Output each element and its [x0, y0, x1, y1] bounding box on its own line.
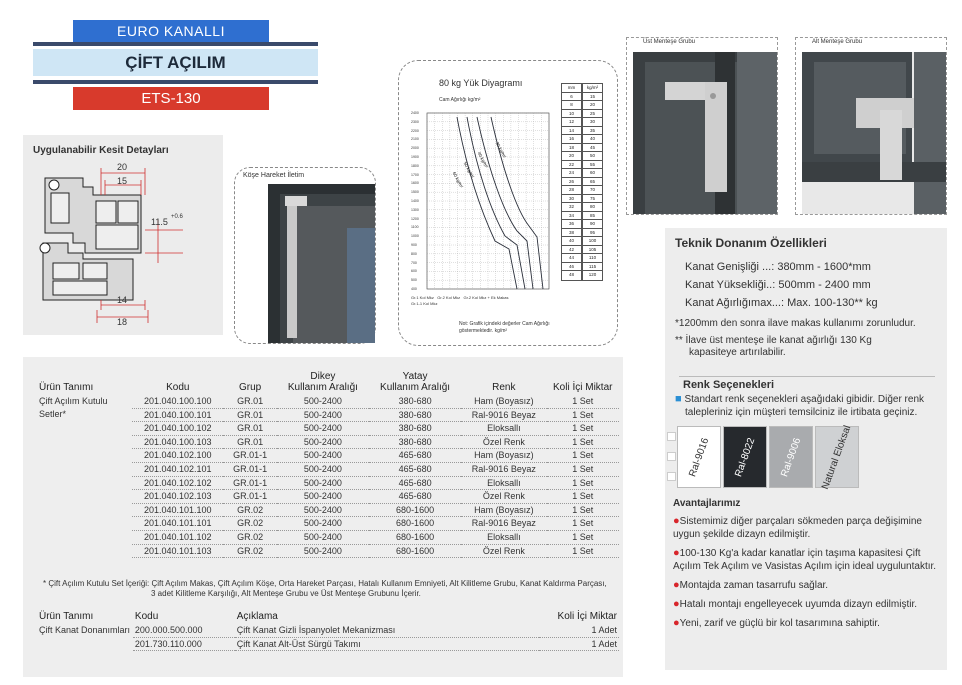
cell-renk: Ral-9016 Beyaz	[461, 462, 546, 476]
chart-note-line2: göstermektedir. kg/m²	[459, 328, 508, 334]
col-dikey	[277, 371, 369, 395]
cell-qty: 1 Set	[547, 435, 620, 449]
col-kodu: Kodu	[166, 382, 190, 393]
weight-table-cell: 8	[561, 100, 582, 111]
cell-group: GR.01	[223, 422, 276, 436]
color-swatch	[677, 426, 721, 488]
table-row	[37, 637, 619, 651]
table-row	[37, 449, 619, 463]
cell-yatay: 465-680	[369, 490, 461, 504]
y-tick-label: 1600	[411, 181, 419, 186]
weight-table-cell: 22	[561, 160, 582, 171]
swatch-label: Natural Eloksal	[820, 423, 854, 491]
cell-qty: 1 Adet	[539, 637, 619, 651]
weight-table-cell: 40	[561, 236, 582, 247]
cell-qty: 1 Set	[547, 544, 620, 558]
color-swatch	[723, 426, 767, 488]
col-dikey-line1: Dikey	[310, 371, 336, 382]
y-tick-label: 900	[411, 243, 417, 247]
table-row	[37, 624, 619, 637]
y-tick-label: 2100	[411, 137, 419, 142]
weight-table-cell: 105	[582, 245, 603, 256]
y-tick-label: 2400	[411, 111, 419, 115]
advantage-item	[673, 515, 945, 541]
adv-title: Avantajlarımız	[673, 498, 741, 509]
cell-qty: 1 Set	[547, 490, 620, 504]
empty-cell	[37, 435, 132, 449]
chart-note	[459, 321, 550, 335]
chart-legend	[411, 295, 509, 307]
cell-dikey: 500-2400	[277, 530, 369, 544]
table-row	[37, 422, 619, 436]
weight-table-header-cell: kg/m²	[582, 83, 603, 94]
cell-dikey: 500-2400	[277, 395, 369, 408]
col-dikey-line2: Kullanım Aralığı	[287, 382, 358, 393]
cell-qty: 1 Set	[547, 503, 620, 517]
weight-table-cell: 12	[561, 117, 582, 128]
cell-yatay: 380-680	[369, 435, 461, 449]
cell-group: GR.01-1	[223, 490, 276, 504]
bullet-icon: ●	[673, 617, 680, 629]
col-yatay	[369, 371, 461, 395]
swatch-marker-3	[667, 472, 676, 481]
cell-renk: Ral-9016 Beyaz	[461, 517, 546, 531]
weight-table-cell: 35	[582, 126, 603, 137]
cell-group: GR.02	[223, 517, 276, 531]
cell-code: 201.040.101.101	[132, 517, 223, 531]
table-row	[37, 435, 619, 449]
legend-gr2: Gr.2 Kol Mkz	[437, 295, 461, 300]
tech-row-height: Kanat Yüksekliği..: 500mm - 2400 mm	[685, 279, 871, 291]
cell-code: 201.040.102.103	[132, 490, 223, 504]
product-name-cell	[37, 408, 132, 422]
weight-table-cell: 48	[561, 270, 582, 281]
cell-code: 200.000.500.000	[133, 624, 235, 637]
tech-title: Teknik Donanım Özellikleri	[675, 236, 827, 250]
weight-table-cell: 26	[561, 177, 582, 188]
empty-cell	[37, 530, 132, 544]
table-row	[37, 503, 619, 517]
profile-section	[23, 135, 223, 335]
cell-yatay: 380-680	[369, 422, 461, 436]
advantage-item	[673, 547, 945, 573]
weight-table-cell: 34	[561, 211, 582, 222]
y-tick-label: 1400	[411, 199, 419, 203]
y-tick-label: 2200	[411, 128, 419, 133]
weight-table-cell: 95	[582, 228, 603, 239]
y-tick-label: 700	[411, 260, 417, 265]
advantage-text: Sistemimiz diğer parçaları sökmeden parça değişimine	[679, 516, 922, 527]
weight-table-cell: 20	[561, 151, 582, 162]
weight-table-cell: 6	[561, 92, 582, 103]
weight-table-cell: 85	[582, 211, 603, 222]
set-content-footnote	[43, 579, 618, 599]
weight-table-cell: 25	[582, 109, 603, 120]
cell-yatay: 680-1600	[369, 517, 461, 531]
cell-renk: Ham (Boyasız)	[461, 503, 546, 517]
bullet-icon: ●	[673, 547, 680, 559]
cell-yatay: 380-680	[369, 408, 461, 422]
empty-cell	[37, 476, 132, 490]
cell-group: GR.01	[223, 435, 276, 449]
cell-qty: 1 Set	[547, 395, 620, 408]
y-tick-label: 2000	[411, 146, 419, 151]
cell-code: 201.040.101.103	[132, 544, 223, 558]
cell-renk: Özel Renk	[461, 544, 546, 558]
corner-caption: Köşe Hareket İletim	[243, 172, 305, 179]
product-name-cell	[37, 395, 132, 408]
cell-qty: 1 Adet	[539, 624, 619, 637]
renk-text-line1: Standart renk seçenekleri aşağıdaki gibidir. Diğer renk	[684, 394, 925, 405]
weight-table-cell: 46	[561, 262, 582, 273]
weight-table-cell: 65	[582, 177, 603, 188]
advantage-text: Hatalı montajı engelleyecek uyumda dizayn edilmiştir.	[679, 599, 917, 610]
cell-yatay: 380-680	[369, 395, 461, 408]
cell-group: GR.01-1	[223, 462, 276, 476]
swatch-markers	[667, 426, 675, 486]
cell-dikey: 500-2400	[277, 435, 369, 449]
weight-table-cell: 75	[582, 194, 603, 205]
cell-yatay: 465-680	[369, 462, 461, 476]
weight-table-cell: 16	[561, 134, 582, 145]
cell-code: 201.040.100.103	[132, 435, 223, 449]
col-renk: Renk	[492, 382, 516, 393]
advantage-item	[673, 598, 945, 611]
weight-table-cell: 40	[582, 134, 603, 145]
swatch-label: Ral-9006	[778, 436, 804, 478]
cell-code: 201.040.102.102	[132, 476, 223, 490]
y-tick-label: 1700	[411, 172, 419, 177]
product-name-line1: Çift Açılım Kutulu	[39, 396, 108, 406]
weight-table-cell: 18	[561, 143, 582, 154]
empty-cell	[37, 462, 132, 476]
product-tables-panel	[23, 357, 623, 677]
tech-note-1: *1200mm den sonra ilave makas kullanımı zorunludur.	[675, 318, 916, 329]
swatch-label: Ral-8022	[732, 436, 758, 478]
chart-ylabel: Cam Ağırlığı kg/m²	[439, 97, 481, 103]
weight-table-cell: 45	[582, 143, 603, 154]
tech-specs-panel	[665, 228, 947, 670]
legend-gr2-ek: Gr.2 Kol Mkz + Ek Makas	[463, 295, 509, 300]
cell-group: GR.01-1	[223, 449, 276, 463]
corner-detail-box	[234, 167, 376, 344]
col-urun-tanimi: Ürün Tanımı	[39, 382, 94, 393]
cell-dikey: 500-2400	[277, 490, 369, 504]
renk-text-line2: talepleriniz için müşteri temsilciniz ile irtibata geçiniz.	[685, 407, 918, 418]
bullet-icon: ●	[673, 579, 680, 591]
footnote-line1: * Çift Açılım Kutulu Set İçeriği: Çift Açılım Makas, Çift Açılım Köşe, Orta Hareket Parçası, Hatalı Kullanım Emniyeti, Alt Kilitleme Grubu, Kanat Kaldırma Parçası,	[43, 579, 607, 588]
dim-20: 20	[117, 162, 128, 172]
cell-code: 201.040.102.100	[132, 449, 223, 463]
y-tick-label: 1200	[411, 216, 419, 221]
cell-yatay: 680-1600	[369, 544, 461, 558]
dim-15: 15	[117, 176, 128, 186]
tech-row-weight: Kanat Ağırlığımax...: Max. 100-130** kg	[685, 297, 878, 309]
table-row	[37, 544, 619, 558]
color-swatches	[677, 423, 859, 491]
empty-cell	[37, 490, 132, 504]
cell-code: 201.040.101.102	[132, 530, 223, 544]
weight-table-cell: 14	[561, 126, 582, 137]
header-ets-130: ETS-130	[73, 87, 269, 110]
weight-table-cell: 80	[582, 202, 603, 213]
weight-table-cell: 55	[582, 160, 603, 171]
chart-note-line1: Not: Grafik içindeki değerler Cam Ağırlığı	[459, 321, 550, 327]
product-table	[37, 371, 619, 558]
accessory-name-cell: Çift Kanat Donanımları	[39, 625, 131, 635]
empty-cell	[37, 503, 132, 517]
cell-dikey: 500-2400	[277, 449, 369, 463]
renk-bullet: ■	[675, 393, 682, 405]
empty-cell	[37, 544, 132, 558]
cell-yatay: 465-680	[369, 449, 461, 463]
weight-table-cell: 120	[582, 270, 603, 281]
cell-code: 201.040.100.100	[132, 395, 223, 408]
weight-table-cell: 30	[582, 117, 603, 128]
cell-group: GR.02	[223, 544, 276, 558]
swatch-marker-2	[667, 452, 676, 461]
cell-desc: Çift Kanat Alt-Üst Sürgü Takımı	[235, 637, 539, 651]
cell-qty: 1 Set	[547, 449, 620, 463]
table-row	[37, 408, 619, 422]
accessory-table	[37, 611, 619, 651]
renk-title: Renk Seçenekleri	[683, 379, 775, 391]
cell-code: 201.040.101.100	[132, 503, 223, 517]
y-tick-label: 500	[411, 278, 417, 283]
empty-cell	[37, 637, 133, 651]
weight-table-cell: 42	[561, 245, 582, 256]
cell-yatay: 680-1600	[369, 503, 461, 517]
hinge-top-box	[626, 37, 778, 215]
y-tick-label: 1800	[411, 163, 419, 168]
cell-code: 201.040.102.101	[132, 462, 223, 476]
cell-code: 201.040.100.102	[132, 422, 223, 436]
y-tick-label: 800	[411, 251, 417, 256]
renk-divider	[679, 376, 935, 377]
advantage-item	[673, 579, 945, 592]
weight-table-cell: 110	[582, 253, 603, 264]
y-tick-label: 1900	[411, 155, 419, 159]
table-row	[37, 490, 619, 504]
weight-table-cell: 50	[582, 151, 603, 162]
weight-table-cell: 28	[561, 185, 582, 196]
legend-gr1: Gr.1 Kol Mkz	[411, 295, 434, 300]
acc-col-kodu: Kodu	[134, 611, 159, 622]
y-tick-label: 2300	[411, 119, 419, 124]
dim-11-5-tol: +0.6	[171, 214, 183, 220]
weight-table-cell: 115	[582, 262, 603, 273]
cell-group: GR.01	[223, 395, 276, 408]
bullet-icon: ●	[673, 598, 680, 610]
renk-text	[675, 393, 924, 419]
acc-col-aciklama: Açıklama	[236, 611, 278, 622]
weight-table-cell: 24	[561, 168, 582, 179]
header-rule-bottom	[33, 80, 318, 84]
cell-yatay: 465-680	[369, 476, 461, 490]
dim-11-5: 11.5	[151, 217, 168, 227]
curve-label: 60 kg/m²	[451, 171, 465, 189]
cell-code: 201.040.100.101	[132, 408, 223, 422]
cell-renk: Ham (Boyasız)	[461, 449, 546, 463]
color-swatch	[815, 423, 859, 491]
tech-note-2-line2: kapasiteye artırılabilir.	[689, 347, 786, 358]
advantage-text: uygun şekilde dizayn edilmiştir.	[673, 529, 811, 540]
cell-dikey: 500-2400	[277, 544, 369, 558]
header-euro-kanalli: EURO KANALLI	[73, 20, 269, 42]
header-cift-acilim: ÇİFT AÇILIM	[33, 49, 318, 76]
weight-table-cell: 36	[561, 219, 582, 230]
header-rule-top	[33, 42, 318, 46]
load-diagram-panel	[398, 60, 618, 346]
acc-col-urun: Ürün Tanımı	[39, 611, 94, 622]
cell-group: GR.01	[223, 408, 276, 422]
advantage-text: 100-130 Kg'a kadar kanatlar için taşıma kapasitesi Çift	[679, 548, 921, 559]
cell-renk: Özel Renk	[461, 490, 546, 504]
weight-table-cell: 20	[582, 100, 603, 111]
table-row	[37, 517, 619, 531]
table-row	[37, 395, 619, 408]
cell-qty: 1 Set	[547, 408, 620, 422]
hinge-bottom-box	[795, 37, 947, 215]
cell-desc: Çift Kanat Gizli İspanyolet Mekanizması	[235, 624, 539, 637]
cell-group: GR.01-1	[223, 476, 276, 490]
cell-qty: 1 Set	[547, 422, 620, 436]
hinge-bottom-caption: Alt Menteşe Grubu	[812, 39, 863, 45]
cell-qty: 1 Set	[547, 517, 620, 531]
weight-table-header-cell: mm	[561, 83, 582, 94]
weight-table-cell: 70	[582, 185, 603, 196]
dim-14: 14	[117, 295, 128, 305]
weight-table-cell: 44	[561, 253, 582, 264]
weight-table-cell: 32	[561, 202, 582, 213]
weight-table-cell: 100	[582, 236, 603, 247]
cell-dikey: 500-2400	[277, 408, 369, 422]
cell-dikey: 500-2400	[277, 462, 369, 476]
empty-cell	[37, 517, 132, 531]
cell-dikey: 500-2400	[277, 476, 369, 490]
hinge-bottom-photo	[796, 38, 946, 214]
advantage-text: Montajda zaman tasarrufu sağlar.	[679, 580, 829, 591]
advantage-text: Yeni, zarif ve güçlü bir kol tasarımına sahiptir.	[679, 618, 880, 629]
y-tick-label: 400	[411, 287, 417, 291]
col-grup: Grup	[239, 382, 262, 393]
weight-table-row	[561, 270, 603, 281]
empty-cell	[37, 422, 132, 436]
hinge-top-photo	[627, 38, 777, 214]
cell-group: GR.02	[223, 503, 276, 517]
cell-qty: 1 Set	[547, 476, 620, 490]
weight-table-cell: 38	[561, 228, 582, 239]
tech-row-width: Kanat Genişliği ...: 380mm - 1600*mm	[685, 261, 871, 273]
cell-dikey: 500-2400	[277, 517, 369, 531]
table-row	[37, 462, 619, 476]
product-name-line2: Setler*	[39, 409, 67, 420]
tech-note-2	[675, 335, 872, 359]
swatch-marker-1	[667, 432, 676, 441]
advantage-text: Açılım Tek Açılım ve Vasistas Açılım için ideal uyguluntaktır.	[673, 561, 937, 572]
cell-renk: Eloksallı	[461, 422, 546, 436]
table-row	[37, 530, 619, 544]
advantages-list	[673, 515, 945, 636]
weight-table-cell: 60	[582, 168, 603, 179]
cell-dikey: 500-2400	[277, 422, 369, 436]
cell-renk: Özel Renk	[461, 435, 546, 449]
weight-table-cell: 90	[582, 219, 603, 230]
col-yatay-line1: Yatay	[402, 371, 428, 382]
curve-label: 50 kg/m²	[462, 161, 476, 179]
legend-gr1-1: Gr.1-1 Kol Mkz	[411, 301, 438, 306]
tech-note-2-line1: ** İlave üst menteşe ile kanat ağırlığı 130 Kg	[675, 335, 872, 346]
empty-cell	[37, 449, 132, 463]
y-tick-label: 1500	[411, 190, 419, 195]
cell-renk: Eloksallı	[461, 530, 546, 544]
cell-renk: Ral-9016 Beyaz	[461, 408, 546, 422]
weight-table-cell: 30	[561, 194, 582, 205]
y-tick-label: 1300	[411, 207, 419, 212]
chart-title: 80 kg Yük Diyagramı	[439, 78, 523, 88]
hinge-top-caption: Üst Menteşe Grubu	[643, 39, 696, 45]
color-swatch	[769, 426, 813, 488]
footnote-line2: 3 adet Kilitleme Karşılığı, Alt Menteşe Grubu ve Üst Menteşe Grubunu İçerir.	[151, 589, 421, 598]
curve-label: 40 kg/m²	[476, 151, 490, 169]
cell-renk: Ham (Boyasız)	[461, 395, 546, 408]
cell-qty: 1 Set	[547, 530, 620, 544]
y-tick-label: 1100	[411, 225, 419, 230]
cell-renk: Eloksallı	[461, 476, 546, 490]
bullet-icon: ●	[673, 515, 680, 527]
dim-18: 18	[117, 317, 128, 327]
col-koli: Koli İçi Miktar	[553, 382, 613, 393]
swatch-label: Ral-9016	[686, 436, 712, 478]
cell-dikey: 500-2400	[277, 503, 369, 517]
y-tick-label: 600	[411, 269, 417, 274]
cell-code: 201.730.110.000	[133, 637, 235, 651]
table-row	[37, 476, 619, 490]
weight-table-cell: 15	[582, 92, 603, 103]
y-tick-label: 1000	[411, 234, 419, 239]
cell-group: GR.02	[223, 530, 276, 544]
curve-label: 30 kg/m²	[494, 141, 508, 159]
cell-yatay: 680-1600	[369, 530, 461, 544]
acc-col-koli: Koli İçi Miktar	[557, 611, 617, 622]
corner-photo	[235, 168, 375, 343]
profile-section-title: Uygulanabilir Kesit Detayları	[33, 145, 169, 156]
col-yatay-line2: Kullanım Aralığı	[380, 382, 451, 393]
advantage-item	[673, 617, 945, 630]
cell-qty: 1 Set	[547, 462, 620, 476]
weight-table-cell: 10	[561, 109, 582, 120]
